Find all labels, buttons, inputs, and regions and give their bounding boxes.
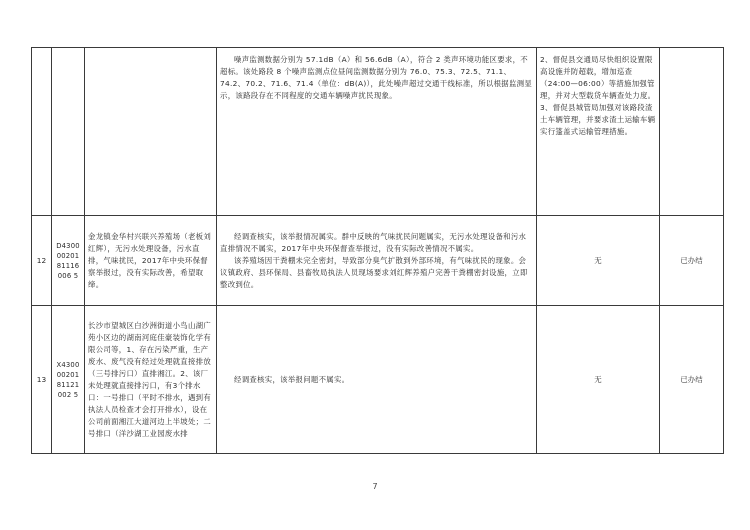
result-paragraph: 经调查核实，该举报情况属实。群中反映的气味扰民问题属实，无污水处理设备和污水直排情况不属实，2017年中央环保督查举报过，没有实际改善情况不属实。: [220, 231, 527, 253]
status-cell: [660, 48, 724, 216]
table-row: [32, 48, 724, 216]
result-cell: [217, 48, 537, 216]
result-cell: [217, 306, 537, 454]
problem-id-cell: [52, 48, 85, 216]
result-cell: [217, 216, 537, 306]
row-number-cell: 12: [32, 216, 52, 306]
result-paragraph: 噪声监测数据分别为 57.1dB（A）和 56.6dB（A），符合 2 类声环境功能区要求，不超标。该处路段 8 个噪声监测点位昼间监测数据分别为 76.0、75.3、72.5、71.1、74.2、70.2、71.6、71.4（单位：dB(A)），此处噪声超过交通干线标准，所以根据监测显示，该路段存在不同程度的交通车辆噪声扰民现象。: [220, 55, 533, 100]
problem-id-cell: X43000020181121002 5: [52, 306, 85, 454]
problem-cell: 长沙市望城区白沙洲街道小鸟山湖广苑小区边的湖南河庭佳豪装饰化学有限公司等，1、存在污染严重，生产废水、废气没有经过处理就直接排放（三号排污口）直排湘江。2、该厂未处理就直接排污口，有3个排水口：一号排口（平时不排水，遇到有执法人员检查才会打开排水），设在公司前面湘江大道河边上半坡处；二号排口（洋沙湖工业园废水排: [85, 306, 217, 454]
feedback-paragraph: 2、督促县交通局尽快组织设置限高设施并防超载，增加巡查（24:00—06:00）等措施加强管理，并对大型载货车辆查处力度。3、督促县城管局加强对该路段渣土车辆管理，并要求渣土运输车辆实行篷盖式运输管理措施。: [540, 55, 656, 136]
status-cell: 已办结: [660, 216, 724, 306]
feedback-cell: 无: [537, 306, 660, 454]
complaint-table: [31, 47, 724, 454]
table-row: [32, 216, 724, 306]
feedback-cell: [537, 48, 660, 216]
page-number: 7: [372, 482, 378, 491]
row-number-cell: [32, 48, 52, 216]
table-row: [32, 306, 724, 454]
result-paragraph: 该养殖场因干粪棚未完全密封，导致部分臭气扩散到外部环境，有气味扰民的现象。会议镇政府、县环保局、县畜牧局执法人员现场要求刘红辉养殖户完善干粪棚密封设施，立即整改到位。: [220, 255, 528, 289]
result-paragraph: 经调查核实，该举报问题不属实。: [234, 374, 350, 384]
problem-cell: 金龙镇金华村兴联兴养殖场（老板刘红辉），无污水处理设备，污水直排，气味扰民，2017年中央环保督察举报过，没有实际改善，希望取缔。: [85, 216, 217, 306]
row-number-cell: 13: [32, 306, 52, 454]
status-cell: 已办结: [660, 306, 724, 454]
problem-id-cell: D43000020181116006 5: [52, 216, 85, 306]
problem-cell: [85, 48, 217, 216]
feedback-cell: 无: [537, 216, 660, 306]
